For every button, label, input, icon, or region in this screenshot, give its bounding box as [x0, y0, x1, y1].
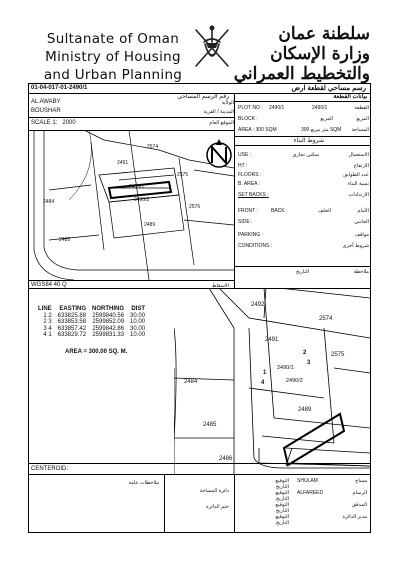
b-area-label: B. AREA : — [238, 181, 260, 187]
table-cell: 2599831.33 — [92, 332, 125, 338]
detail-map — [174, 288, 370, 474]
table-cell: 10.00 — [130, 319, 146, 325]
table-cell: 633829.72 — [57, 332, 87, 338]
subject-plot — [284, 414, 344, 465]
table-cell: 633853.58 — [57, 319, 87, 325]
parking-label-ar: مواقف — [354, 232, 369, 238]
sign-label-ar: التوقيع — [275, 478, 289, 484]
back-label: BACK : — [271, 208, 288, 214]
column-header: EASTING — [59, 306, 87, 312]
sign-label-ar: التوقيع — [275, 490, 289, 496]
map-label: 2576 — [189, 204, 201, 210]
city-value: BOUSHAR — [31, 108, 61, 114]
ht-label-ar: الارتفاع — [353, 163, 369, 169]
table-cell: 633857.42 — [57, 325, 87, 332]
map-label: 2575 — [177, 172, 189, 178]
map-label: 2484 — [184, 379, 198, 385]
date-label-ar: التاريخ — [276, 508, 289, 514]
map-label: 2489 — [144, 222, 156, 228]
role-label-ar: مساح — [355, 478, 367, 484]
map-label: 2574 — [147, 144, 159, 150]
side-label: SIDE : — [238, 219, 253, 225]
back-label-ar: الخلف — [318, 208, 331, 214]
setbacks-label-ar: الارتدادات — [348, 192, 369, 198]
sign-label-ar: التوقيع — [275, 514, 289, 520]
location-map — [29, 130, 234, 280]
notes-label-ar: ملاحظة — [353, 269, 369, 275]
table-cell: 633825.88 — [57, 312, 87, 319]
table-cell: 3 4 — [43, 325, 52, 332]
corner-label: 2 — [303, 350, 307, 356]
corner-label: 4 — [261, 380, 265, 386]
projection-value: WGS84 40 Q — [31, 282, 67, 288]
use-label-ar: الاستعمال — [348, 152, 369, 158]
table-cell: 30.00 — [130, 312, 146, 319]
table-cell: 10.00 — [130, 332, 146, 338]
map-label: 2484 — [43, 199, 55, 205]
map-label: 2490/1 — [277, 365, 294, 371]
map-label: 2491 — [117, 160, 129, 166]
corner-label: 1 — [263, 370, 267, 376]
floors-label: FLOORS : — [238, 172, 262, 178]
setbacks-label: SET BACKS : — [238, 192, 269, 198]
signature-row — [237, 490, 367, 502]
role-label-ar: الرسام — [352, 490, 367, 496]
projection-label-ar: الاسقاط — [211, 283, 229, 289]
column-header: NORTHING — [92, 306, 125, 312]
signer-name: ALFAREED — [297, 490, 324, 496]
front-label-ar: الأمام — [357, 208, 369, 214]
conditions-label: CONDITIONS : — [238, 243, 273, 249]
header-line-2: Ministry of Housing — [45, 49, 181, 65]
coordinates-table — [35, 306, 148, 339]
area-label: AREA : 300 SQM — [238, 127, 277, 133]
north-arrow-icon — [207, 139, 231, 167]
header-line-3: and Urban Planning — [43, 67, 183, 83]
map-label: 2491 — [265, 337, 279, 343]
parking-label: PARKING : — [238, 232, 263, 238]
signer-name: SHULAM — [297, 478, 318, 484]
area-label-ar: المساحة — [351, 127, 369, 133]
header-line-1: Sultanate of Oman — [46, 31, 180, 47]
side-label-ar: الجانبي — [354, 219, 369, 225]
dept-seal-ar: ختم الدائرة — [205, 504, 229, 510]
drawing-reference: 01-04-017-01-2490/1 — [31, 85, 88, 91]
scale-label: SCALE 1: 2000 — [31, 120, 76, 126]
map-label: 2490/2 — [134, 197, 150, 203]
ministry-name-english — [28, 30, 198, 84]
use-value-ar: سكني تجاري — [292, 152, 319, 158]
area-ar-value: متر مربع 300 SQM — [301, 127, 342, 133]
map-label: 2485 — [203, 422, 217, 428]
centeroid-label: CENTEROID: — [31, 466, 69, 472]
header-ar-line-3: والتخطيط العمراني — [233, 64, 370, 84]
map-label: 2486 — [219, 456, 233, 462]
plot-no-label: PLOT NO : — [238, 105, 263, 111]
wilayat-value: AL AWABY — [31, 99, 61, 105]
header-ar-line-1: سلطنة عمان — [278, 24, 370, 44]
survey-sheet — [28, 83, 371, 533]
date-label-ar: التاريخ — [276, 496, 289, 502]
wilayat-label-ar: الولاية — [221, 100, 234, 106]
general-notes-ar: ملاحظات عامة — [128, 480, 159, 486]
plot-area-total: AREA = 300.00 SQ. M. — [65, 349, 128, 355]
conditions-label-ar: شروط أخرى — [342, 243, 369, 249]
table-cell: 30.00 — [130, 325, 146, 332]
city-label-ar: المدينة / القرية — [203, 109, 234, 115]
role-label-ar: مدير الدائرة — [342, 514, 367, 520]
map-label: 2485 — [59, 237, 71, 243]
corner-label: 3 — [307, 360, 311, 366]
table-cell: 1 2 — [43, 312, 52, 319]
signature-row — [237, 502, 367, 514]
signature-row — [237, 514, 367, 526]
building-conditions-heading: شروط البناء — [293, 138, 324, 144]
ht-label: HT : — [238, 163, 248, 169]
date-label-ar: التاريخ — [276, 520, 289, 526]
block-ar-value: المربع — [320, 116, 333, 122]
map-label: 2492 — [251, 302, 265, 308]
table-cell: 2599842.86 — [92, 325, 125, 332]
floors-label-ar: عدد الطوابق — [343, 172, 369, 178]
survey-dept-ar: دائرة المساحة — [199, 488, 229, 494]
location-label-ar: الموقع العام — [209, 120, 234, 126]
table-cell: 4 1 — [43, 332, 52, 338]
plot-no-ar-value: 2490/1 — [312, 105, 328, 111]
map-label: 2490/1 — [129, 184, 145, 190]
table-row — [35, 332, 148, 339]
map-label: 2575 — [331, 352, 345, 358]
map-label: 2490/2 — [286, 378, 303, 384]
map-label: 2574 — [319, 316, 333, 322]
table-row — [35, 319, 148, 326]
date-label-ar: التاريخ — [296, 269, 309, 275]
plot-no-value: 2490/1 — [269, 105, 285, 111]
column-header: DIST — [131, 306, 146, 312]
date-label-ar: التاريخ — [276, 484, 289, 490]
table-cell: 2599840.56 — [92, 312, 125, 319]
document-title-arabic: رسم مساحي لقطعة ارض — [291, 85, 366, 92]
table-cell: 2 3 — [43, 319, 52, 325]
b-area-label-ar: نسبة البناء — [347, 181, 369, 187]
plot-label-ar: القطعة — [354, 105, 369, 111]
signature-row — [237, 478, 367, 490]
map-label: 2489 — [298, 407, 312, 413]
column-header: LINE — [38, 306, 52, 312]
role-label-ar: المدقق — [352, 502, 367, 508]
land-data-heading-ar: بيانات القطعة — [333, 94, 367, 100]
front-label: FRONT : — [238, 208, 258, 214]
signature-block — [237, 478, 367, 526]
ministry-name-arabic — [222, 24, 370, 84]
block-label: BLOCK : — [238, 116, 258, 122]
table-cell: 2599852.09 — [92, 319, 125, 325]
use-label: USE : — [238, 152, 252, 158]
block-label-ar: المربع — [356, 116, 369, 122]
sign-label-ar: التوقيع — [275, 502, 289, 508]
ref-label-ar: رقم الرسم المساحي — [177, 94, 229, 100]
header-ar-line-2: وزارة الإسكان — [270, 44, 370, 64]
